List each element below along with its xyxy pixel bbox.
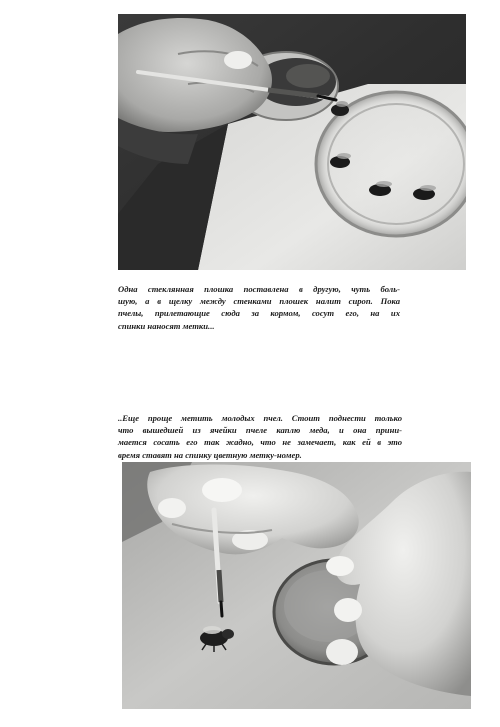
photo-marking-young-bee <box>122 462 471 709</box>
fingertip-1 <box>334 598 362 622</box>
brush-ferrule <box>219 570 221 602</box>
fingernail <box>224 51 252 69</box>
fingernail-2 <box>158 498 186 518</box>
thumbnail <box>326 556 354 576</box>
caption-dishes-line-4: спинки наносят метки... <box>118 320 215 331</box>
fingertip-2 <box>326 639 358 665</box>
caption-young-bees-line-3: мается сосать его так жадно, что не замечает, как ей в это <box>118 437 402 448</box>
caption-dishes <box>118 283 400 332</box>
caption-dishes-line-1: Одна стеклянная плошка поставлена в другую, чуть боль- <box>118 284 400 294</box>
photo-bee-marking-dishes-graphic <box>118 14 466 270</box>
caption-young-bees-line-4: время ставят на спинку цветную метку-номер. <box>118 449 302 460</box>
syrup-highlight <box>286 64 330 88</box>
photo-bee-marking-dishes <box>118 14 466 270</box>
brush-tip <box>221 602 222 616</box>
fingernail-1 <box>202 478 242 502</box>
caption-dishes-line-2: шую, а в щелку между стенками плошек налит сироп. Пока <box>118 296 400 307</box>
caption-young-bees-line-1: ..Еще проще метить молодых пчел. Стоит поднести только <box>118 413 402 423</box>
photo-marking-young-bee-graphic <box>122 462 471 709</box>
caption-dishes-line-3: пчелы, прилетающие сюда за кормом, сосут его, на их <box>118 308 400 319</box>
caption-young-bees <box>118 412 402 461</box>
caption-young-bees-line-2: что вышедшей из ячейки пчеле каплю меда, и она прини- <box>118 425 402 436</box>
